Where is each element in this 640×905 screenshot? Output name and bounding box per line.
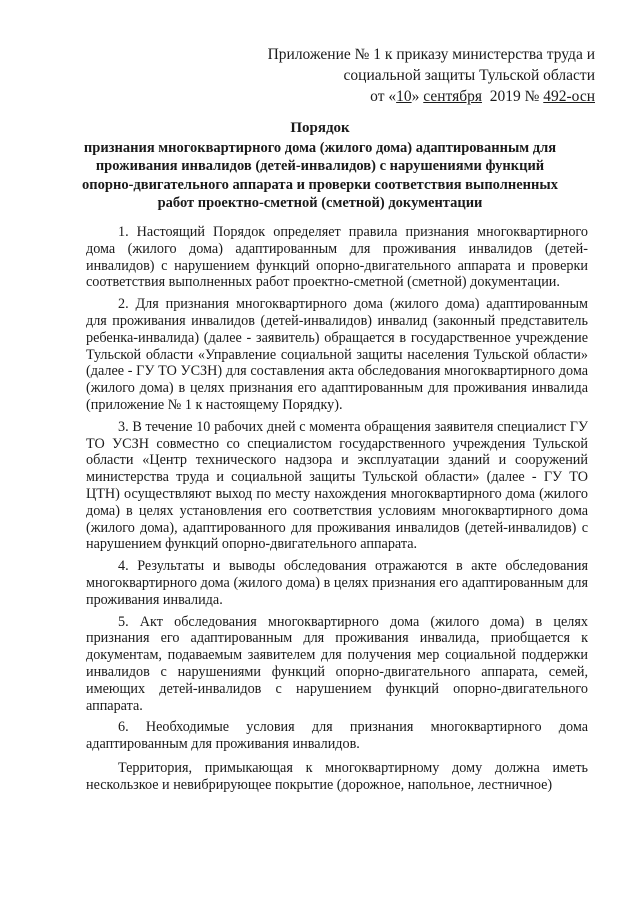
document-title <box>70 119 570 213</box>
title-subtitle: признания многоквартирного дома (жилого дома) адаптированным для проживания инвалидов (детей-инвалидов) с нарушениями функций опорно-двигательного аппарата и проверки соответствия выполненных работ проектно-сметной (сметной) документации <box>82 139 558 211</box>
appendix-date-line <box>250 86 595 107</box>
appendix-header <box>250 44 595 107</box>
document-body <box>86 224 588 799</box>
date-year: 2019 № <box>481 88 544 105</box>
date-month: сентября <box>423 88 482 105</box>
order-number: 492-осн <box>543 88 595 105</box>
paragraph-6: 6. Необходимые условия для признания многоквартирного дома адаптированным для проживания инвалидов. <box>86 719 588 753</box>
paragraph-7: Территория, примыкающая к многоквартирному дому должна иметь нескользкое и невибрирующее покрытие (дорожное, напольное, лестничное) <box>86 759 588 793</box>
date-separator: » <box>411 88 424 105</box>
paragraph-1: 1. Настоящий Порядок определяет правила признания многоквартирного дома (жилого дома) адаптированным для проживания инвалидов (детей-инвалидов) с нарушением функций опорно-двигательного аппарата и проверки соответствия выполненных работ проектно-сметной (сметной) документации. <box>86 224 588 291</box>
date-prefix: от « <box>370 88 397 105</box>
appendix-line-2: социальной защиты Тульской области <box>343 67 595 84</box>
paragraph-2: 2. Для признания многоквартирного дома (жилого дома) адаптированным для проживания инвалидов (детей-инвалидов) инвалид (законный представитель ребенка-инвалида) (далее - заявитель) обращается в государственное учреждение Тульской области «Управление социальной защиты населения Тульской области» (далее - ГУ ТО УСЗН) для составления акта обследования многоквартирного дома (жилого дома) в целях признания его адаптированным для проживания инвалида (приложение № 1 к настоящему Порядку). <box>86 296 588 413</box>
date-day: 10 <box>396 88 412 105</box>
paragraph-3: 3. В течение 10 рабочих дней с момента обращения заявителя специалист ГУ ТО УСЗН совместно со специалистом государственного учреждения Тульской области «Центр технического надзора и эксплуатации зданий и сооружений министерства труда и социальной защиты Тульской области» (далее - ГУ ТО ЦТН) осуществляют выход по месту нахождения многоквартирного дома (жилого дома) в целях установления его соответствия условиям многоквартирного дома (жилого дома), адаптированного для проживания инвалидов (детей-инвалидов) с нарушением функций опорно-двигательного аппарата. <box>86 418 588 553</box>
paragraph-4: 4. Результаты и выводы обследования отражаются в акте обследования многоквартирного дома (жилого дома) в целях признания его адаптированным для проживания инвалида. <box>86 558 588 608</box>
title-heading: Порядок <box>290 120 350 136</box>
appendix-line-1: Приложение № 1 к приказу министерства труда и <box>267 46 595 63</box>
paragraph-5: 5. Акт обследования многоквартирного дома (жилого дома) в целях признания его адаптированным для проживания инвалида, приобщается к документам, подаваемым заявителем для получения мер социальной поддержки инвалидов с нарушениями функций опорно-двигательного аппарата, семей, имеющих детей-инвалидов с нарушением функций опорно-двигательного аппарата. <box>86 613 588 714</box>
